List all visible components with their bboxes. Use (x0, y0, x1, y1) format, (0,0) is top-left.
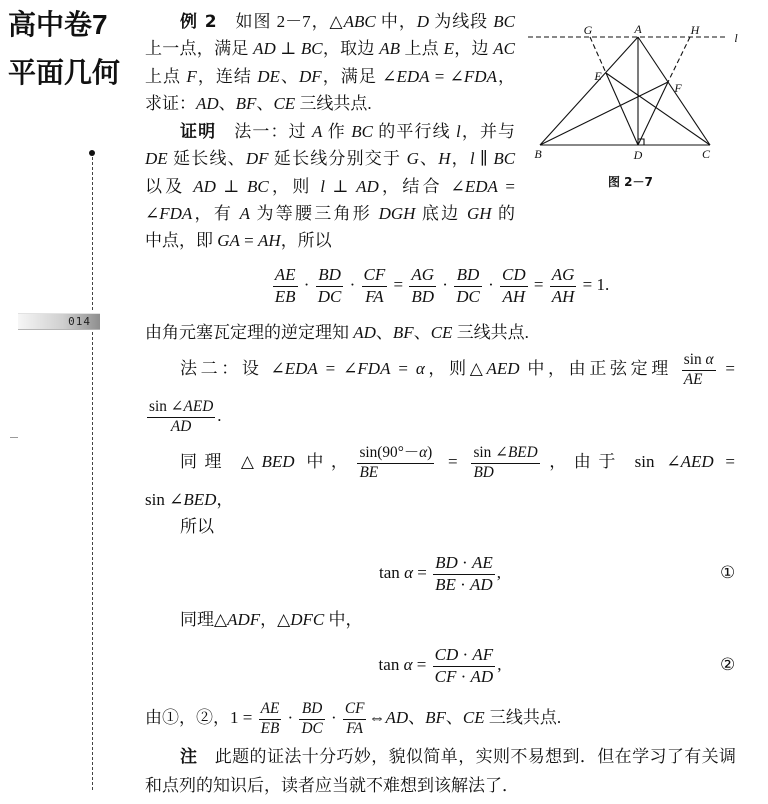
text-run: = (412, 655, 431, 674)
math-variable: AD (470, 666, 494, 686)
math-variable: GH (466, 204, 492, 223)
math-variable: AD (193, 177, 216, 196)
text-run: 中，由正弦定理 (519, 359, 680, 378)
text-run: 所以 (180, 517, 214, 536)
text-run: ， (216, 490, 234, 509)
text-run: 和点列的知识后，读者应当就不难想到该解法了． (145, 776, 519, 795)
text-run: 法一：过 (216, 122, 313, 141)
fraction-numerator (273, 266, 298, 287)
equation-1 (145, 553, 735, 594)
fraction-denominator (362, 287, 388, 307)
fraction-numerator (409, 266, 436, 287)
math-variable: BF (235, 94, 257, 113)
math-variable: BF (392, 323, 414, 342)
point-label-d: D (633, 148, 643, 162)
geometry-figure (525, 18, 750, 170)
math-variable: AD (385, 708, 409, 727)
fraction-numerator (682, 352, 716, 371)
text-run: 同理 △ (180, 452, 262, 471)
math-variable: BED (183, 490, 217, 509)
text-run: 如图 2－7，△ (216, 12, 344, 31)
math-variable: l (456, 122, 461, 141)
text-run: · (455, 574, 471, 594)
text-line-02 (145, 36, 515, 62)
text-run: sin ∠ (149, 397, 184, 415)
segment-fd (638, 82, 668, 145)
text-run: = ∠ (317, 359, 358, 378)
text-run: 以及 (145, 177, 194, 196)
math-variable: BD (301, 699, 323, 717)
fraction-numerator (500, 266, 528, 287)
text-run: 由角元塞瓦定理的逆定理知 (145, 323, 354, 342)
math-variable: A (312, 122, 323, 141)
text-run: 由①，②，1 = (145, 708, 257, 727)
text-line-13 (180, 442, 735, 482)
math-variable: AD (253, 39, 276, 58)
math-variable: AE (274, 264, 296, 284)
text-run: · (438, 275, 453, 294)
text-run: ) (427, 443, 433, 461)
math-variable: BC (351, 122, 373, 141)
segment-ge-extension (590, 37, 606, 73)
math-variable: BC (246, 177, 269, 196)
math-variable: FDA (159, 204, 193, 223)
text-line-08 (145, 201, 515, 227)
fraction (550, 266, 577, 306)
math-variable: BE (435, 574, 456, 594)
fraction-numerator (259, 701, 282, 720)
math-variable: α (403, 655, 413, 674)
math-variable: AD (170, 417, 192, 435)
text-line-10 (145, 320, 529, 346)
figure-caption: 图 2－7 (608, 175, 653, 189)
text-run: = (239, 231, 259, 250)
text-run: ，取边 (322, 39, 380, 58)
math-variable: GA (217, 231, 240, 250)
fraction-denominator (147, 418, 215, 436)
text-line-09 (145, 228, 332, 254)
text-run: 求证： (145, 94, 196, 113)
line-label-l: l (734, 31, 738, 45)
text-run: 延长线分别交于 (268, 149, 407, 168)
text-run: tan (379, 563, 405, 582)
segment-hf-extension (668, 37, 690, 82)
fraction-denominator (433, 575, 495, 595)
math-variable: BC (300, 39, 323, 58)
math-variable: AE (683, 370, 703, 388)
math-variable: BF (425, 708, 446, 727)
text-line-17 (145, 698, 561, 738)
math-variable: AH (551, 286, 575, 306)
segment-ab (540, 37, 638, 145)
math-variable: ABC (343, 12, 376, 31)
text-run: 、 (375, 323, 393, 342)
text-run: 中， (294, 452, 356, 471)
fraction-denominator (433, 667, 496, 687)
fraction-denominator (316, 287, 344, 307)
math-variable: CE (462, 708, 485, 727)
text-line-04 (145, 91, 372, 117)
math-variable: BD (473, 463, 494, 481)
text-run: 为等腰三角形 (249, 204, 379, 223)
point-label-f: F (674, 81, 682, 95)
math-variable: CE (273, 94, 296, 113)
text-run: · (299, 275, 314, 294)
text-run: · (458, 644, 473, 664)
fraction-numerator (299, 701, 324, 720)
text-run: ，有 (192, 204, 240, 223)
text-run: ∠ (145, 204, 160, 223)
math-variable: BED (507, 443, 538, 461)
text-run: , (497, 655, 502, 674)
fraction (433, 646, 496, 686)
math-variable: G (406, 149, 419, 168)
fraction-numerator (454, 266, 482, 287)
text-run: 、 (445, 708, 463, 727)
text-run: 延长线、 (167, 149, 246, 168)
margin-tick (10, 437, 18, 438)
text-run: 、 (256, 94, 274, 113)
fraction (362, 266, 388, 306)
text-run: = (713, 452, 735, 471)
text-run: ∥ (474, 149, 494, 168)
fraction (433, 554, 495, 594)
math-variable: α (419, 443, 428, 461)
text-run: ，△ (260, 610, 291, 629)
math-variable: AF (472, 644, 494, 664)
text-line-15 (180, 514, 214, 540)
point-label-a: A (634, 22, 642, 36)
fraction-numerator (433, 646, 496, 667)
text-line-03 (145, 64, 515, 90)
text-run: 中， (375, 12, 417, 31)
text-run: 上一点，满足 (145, 39, 254, 58)
text-line-06 (145, 146, 515, 172)
math-variable: E (443, 39, 454, 58)
fraction-numerator (550, 266, 577, 287)
text-run: · (483, 275, 498, 294)
point-label-b: B (534, 147, 542, 161)
text-run: 、 (418, 149, 439, 168)
math-variable: ADF (227, 610, 261, 629)
math-variable: EDA (464, 177, 498, 196)
text-run: = (413, 563, 432, 582)
page-number: 014 (68, 315, 91, 328)
equation-ceva-ratio (145, 265, 735, 306)
fraction (259, 701, 282, 738)
math-variable: FDA (357, 359, 391, 378)
fraction (471, 445, 539, 482)
math-variable: CD (434, 644, 459, 664)
math-variable: AED (680, 452, 714, 471)
text-run: · (345, 275, 360, 294)
text-run: ，连结 (196, 67, 258, 86)
math-variable: DF (299, 67, 322, 86)
math-variable: CD (501, 264, 526, 284)
text-run: ， (496, 67, 516, 86)
math-variable: AD (196, 94, 219, 113)
margin-dashed-rule-lower (92, 332, 93, 790)
fraction-denominator (682, 371, 716, 389)
math-variable: α (415, 359, 425, 378)
fraction-numerator (362, 266, 388, 287)
math-variable: EB (260, 719, 280, 737)
text-run: sin ∠ (473, 443, 508, 461)
text-run: 、 (408, 708, 426, 727)
math-variable: H (438, 149, 451, 168)
math-variable: F (186, 67, 197, 86)
fraction (409, 266, 436, 306)
math-variable: DFC (290, 610, 325, 629)
point-label-g: G (583, 23, 593, 37)
fraction-numerator (147, 399, 215, 418)
text-run: = (390, 359, 416, 378)
math-variable: α (705, 350, 714, 368)
text-run: 中点，即 (145, 231, 218, 250)
math-variable: CF (434, 666, 457, 686)
text-line-11 (180, 349, 735, 389)
fraction-denominator (259, 720, 282, 738)
math-variable: AE (260, 699, 280, 717)
math-variable: α (404, 563, 413, 582)
text-line-05 (180, 119, 515, 145)
point-label-c: C (701, 147, 711, 161)
text-run: 三线共点. (484, 708, 562, 727)
text-line-01 (180, 9, 515, 35)
fraction (147, 399, 215, 436)
fraction-numerator (343, 701, 367, 720)
math-variable: l (320, 177, 325, 196)
text-line-19 (145, 773, 519, 799)
text-run: ，则 (268, 177, 321, 196)
text-run: ，所以 (280, 231, 332, 250)
math-variable: AH (258, 231, 281, 250)
point-label-h: H (690, 23, 700, 37)
text-run: ，满足 ∠ (321, 67, 397, 86)
fraction (316, 266, 344, 306)
text-run: = (717, 359, 735, 378)
math-variable: AH (502, 286, 526, 306)
fraction-denominator (471, 464, 539, 482)
volume-title: 高中卷7 (8, 9, 108, 40)
fraction-numerator (471, 445, 539, 464)
text-line-16 (180, 607, 362, 633)
fraction-denominator (409, 287, 436, 307)
text-run: 、 (413, 323, 431, 342)
text-run: sin ∠ (145, 490, 184, 509)
math-variable: A (239, 204, 250, 223)
text-run: 此题的证法十分巧妙，貌似简单，实则不易想到．但在学习了有关调 (197, 747, 737, 766)
fraction-denominator (454, 287, 482, 307)
math-variable: AG (551, 264, 575, 284)
text-run: 同理△ (180, 610, 228, 629)
text-run: = (436, 452, 470, 471)
text-run: = (529, 275, 548, 294)
text-run: 作 (322, 122, 352, 141)
fraction (500, 266, 528, 306)
text-run: 、 (218, 94, 236, 113)
text-line-18 (180, 744, 736, 770)
fraction (273, 266, 298, 306)
fraction (357, 445, 434, 482)
math-variable: l (469, 149, 475, 168)
text-run: ，由于 sin ∠ (541, 452, 681, 471)
text-run: 上点 (399, 39, 444, 58)
margin-dashed-rule-upper (92, 157, 93, 310)
fraction-denominator (500, 287, 528, 307)
text-run: ，边 (453, 39, 494, 58)
fraction-denominator (357, 464, 434, 482)
text-run: ， (450, 149, 470, 168)
fraction (299, 701, 324, 738)
point-label-e: E (594, 69, 602, 83)
math-variable: DC (317, 286, 342, 306)
math-variable: BE (359, 463, 379, 481)
fraction (454, 266, 482, 306)
math-variable: EB (274, 286, 296, 306)
bold-label: 证明 (180, 122, 217, 142)
math-variable: BED (261, 452, 295, 471)
text-run: ⊥ (324, 177, 357, 196)
segment-bf (540, 82, 668, 145)
math-variable: AG (411, 264, 435, 284)
text-run: = 1. (578, 275, 610, 294)
text-run: 、 (279, 67, 300, 86)
math-variable: BD (435, 552, 458, 572)
math-variable: AD (470, 574, 493, 594)
text-run: 为线段 (429, 12, 494, 31)
text-run: · (326, 708, 341, 727)
margin-dot (89, 150, 95, 156)
text-run: ，并与 (460, 122, 516, 141)
math-variable: DC (456, 286, 480, 306)
fraction-numerator (433, 554, 495, 575)
bold-label: 注 (180, 747, 198, 767)
math-variable: EDA (284, 359, 318, 378)
math-variable: EDA (396, 67, 430, 86)
fraction-denominator (299, 720, 324, 738)
text-run: 三线共点. (452, 323, 529, 342)
math-variable: AD (353, 323, 376, 342)
equation-tag-2: ② (720, 655, 736, 674)
math-variable: BD (318, 264, 341, 284)
text-run: 法二：设 ∠ (180, 359, 285, 378)
fraction (682, 352, 716, 389)
text-run: = (389, 275, 408, 294)
math-variable: FA (346, 719, 364, 737)
math-variable: AE (471, 552, 493, 572)
text-run: · (457, 552, 472, 572)
math-variable: CE (430, 323, 453, 342)
text-line-07 (145, 174, 515, 200)
text-run: ，则△ (424, 359, 487, 378)
math-variable: BD (411, 286, 435, 306)
text-run: = (497, 177, 516, 196)
text-run: ⊥ (275, 39, 301, 58)
math-variable: AED (486, 359, 520, 378)
bold-label: 例 2 (180, 12, 217, 32)
math-variable: DE (257, 67, 280, 86)
fraction (343, 701, 367, 738)
text-run: ⊥ (215, 177, 247, 196)
text-run: 三线共点. (295, 94, 372, 113)
text-run: 中， (324, 610, 363, 629)
math-variable: FDA (463, 67, 497, 86)
math-variable: CF (363, 264, 386, 284)
fraction-numerator (316, 266, 344, 287)
text-run: sin(90°－ (359, 443, 420, 461)
text-run: 的平行线 (372, 122, 457, 141)
equation-2 (145, 645, 735, 686)
fraction-numerator (357, 445, 434, 464)
fraction-denominator (273, 287, 298, 307)
text-run: 的 (491, 204, 516, 223)
math-variable: AC (493, 39, 516, 58)
text-run: ⇔ (368, 708, 386, 727)
text-run: sin (683, 350, 706, 368)
text-run: 底边 (415, 204, 467, 223)
math-variable: DF (245, 149, 269, 168)
text-run: , (496, 563, 501, 582)
text-run: 上点 (145, 67, 187, 86)
chapter-title: 平面几何 (8, 57, 121, 88)
equation-tag-1: ① (720, 563, 736, 582)
text-run: ，结合 ∠ (378, 177, 465, 196)
math-variable: FA (365, 286, 384, 306)
text-run: · (456, 666, 471, 686)
math-variable: DC (301, 719, 323, 737)
text-run: · (283, 708, 298, 727)
fraction-denominator (343, 720, 367, 738)
math-variable: BC (493, 12, 516, 31)
text-line-12 (145, 396, 222, 436)
math-variable: D (416, 12, 430, 31)
math-variable: DE (145, 149, 168, 168)
text-run: tan (378, 655, 404, 674)
math-variable: BC (493, 149, 516, 168)
page-number-tab (18, 313, 100, 330)
math-variable: AB (379, 39, 400, 58)
text-line-14 (145, 487, 233, 513)
math-variable: CF (344, 699, 365, 717)
text-run: = ∠ (429, 67, 464, 86)
math-variable: DGH (378, 204, 416, 223)
math-variable: AED (183, 397, 214, 415)
math-variable: BD (456, 264, 480, 284)
text-run: . (217, 406, 222, 425)
math-variable: AD (356, 177, 379, 196)
fraction-denominator (550, 287, 577, 307)
